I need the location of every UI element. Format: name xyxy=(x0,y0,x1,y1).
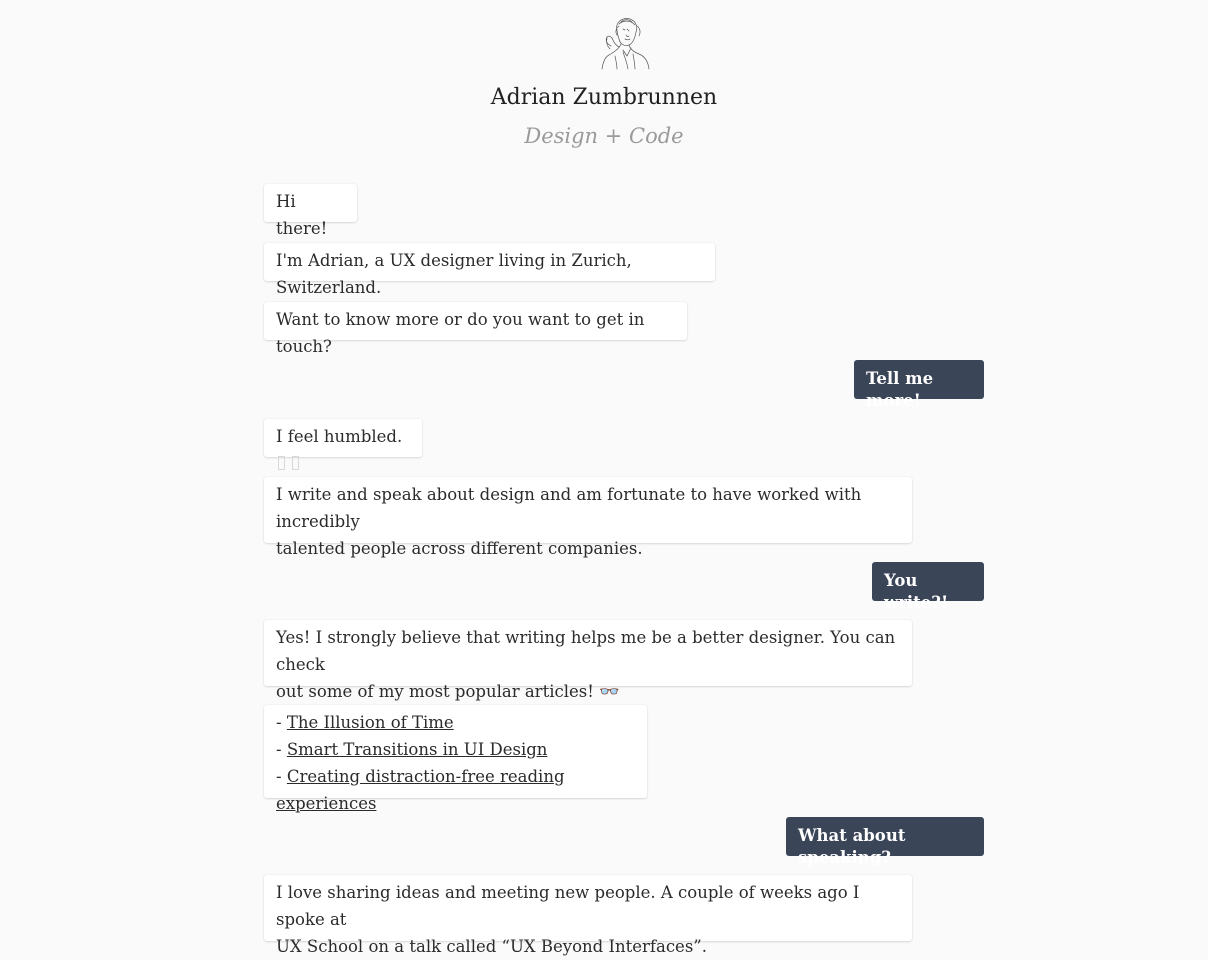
emoji-placeholder-icon xyxy=(292,456,299,470)
list-prefix: - xyxy=(276,767,287,786)
message-text: I'm Adrian, a UX designer living in Zurich, Switzerland. xyxy=(276,251,632,297)
message-text-line: out some of my most popular articles! 👓 xyxy=(276,682,620,701)
chat-message-humbled xyxy=(264,419,422,457)
article-link-distraction-free-reading[interactable]: Creating distraction-free reading experiences xyxy=(276,767,565,813)
profile-name: Adrian Zumbrunnen xyxy=(490,85,718,110)
list-prefix: - xyxy=(276,740,287,759)
message-text: I feel humbled. xyxy=(276,427,403,446)
avatar-sketch-icon xyxy=(597,16,653,70)
message-text-line: UX School on a talk called “UX Beyond Interfaces”. xyxy=(276,937,707,956)
reply-button-tell-me-more[interactable] xyxy=(854,360,984,410)
reply-label: You write?! xyxy=(884,571,949,612)
article-link-illusion-of-time[interactable]: The Illusion of Time xyxy=(286,713,454,732)
article-list-item xyxy=(276,709,635,736)
chat-message-about xyxy=(264,477,912,558)
profile-tagline: Design + Code xyxy=(524,124,684,148)
chat-message-greeting xyxy=(264,184,357,238)
message-text-line: talented people across different companies. xyxy=(276,539,643,558)
list-prefix: - xyxy=(276,713,287,732)
message-text-line: Yes! I strongly believe that writing helps me be a better designer. You can check xyxy=(276,628,896,674)
message-text: Want to know more or do you want to get in touch? xyxy=(276,310,645,356)
emoji-placeholder-icon xyxy=(278,456,285,470)
message-text-line: I write and speak about design and am fortunate to have worked with incredibly xyxy=(276,485,862,531)
reply-label: Tell me more! xyxy=(866,369,934,410)
reply-button-what-about-speaking[interactable] xyxy=(786,817,984,867)
reply-button-you-write[interactable] xyxy=(872,562,984,612)
chat-message-intro xyxy=(264,243,715,297)
article-list-item xyxy=(276,763,635,817)
message-text: Hi there! xyxy=(276,192,328,238)
chat-message-speaking xyxy=(264,875,912,956)
chat-message-writing xyxy=(264,620,912,701)
article-link-smart-transitions[interactable]: Smart Transitions in UI Design xyxy=(286,740,548,759)
chat-message-articles xyxy=(264,705,647,813)
chat-message-question xyxy=(264,302,687,356)
article-list-item xyxy=(276,736,635,763)
reply-label: What about speaking? xyxy=(798,826,906,867)
message-text-line: I love sharing ideas and meeting new people. A couple of weeks ago I spoke at xyxy=(276,883,860,929)
